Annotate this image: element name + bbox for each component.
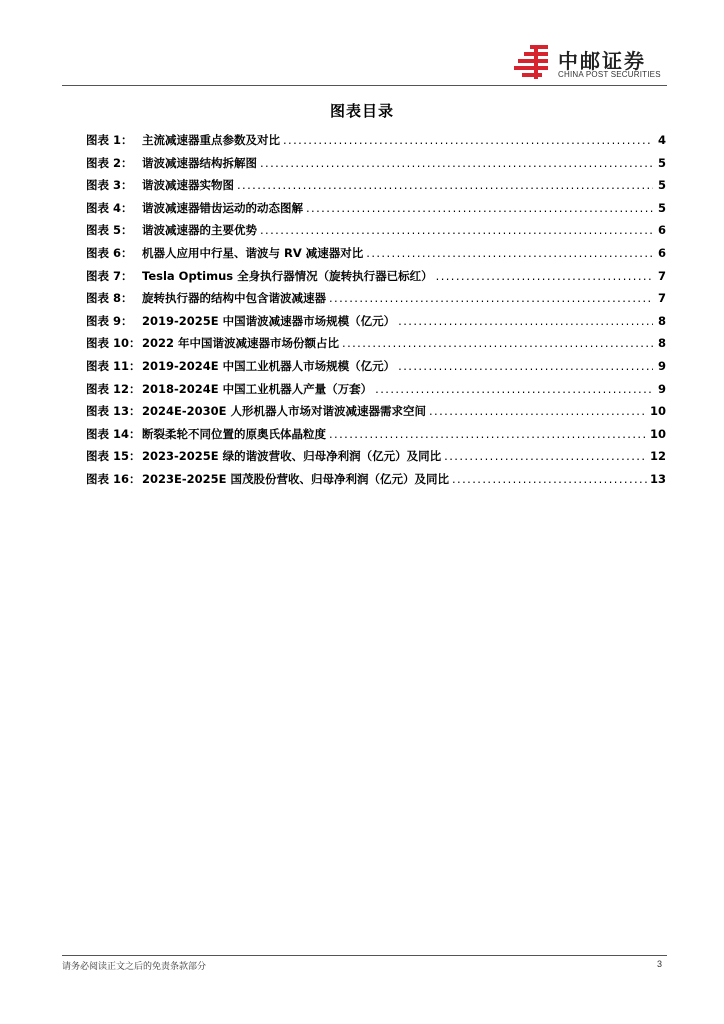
- toc-entry-label: 图表 12：: [86, 381, 141, 396]
- toc-dot-leader: [429, 403, 647, 419]
- toc-entry-page: 9: [657, 381, 666, 396]
- toc-entry[interactable]: [86, 358, 666, 381]
- china-post-logo-icon: [514, 45, 554, 81]
- toc-entry-page: 8: [657, 313, 666, 328]
- brand-name-cn: 中邮证券: [558, 49, 646, 73]
- toc-entry-label: 图表 7：: [86, 268, 133, 283]
- toc-entry[interactable]: [86, 245, 666, 268]
- footer-divider: [62, 955, 667, 956]
- toc-entry-title: 旋转执行器的结构中包含谐波减速器: [142, 291, 326, 306]
- toc-entry[interactable]: [86, 268, 666, 291]
- toc-entry[interactable]: [86, 335, 666, 358]
- toc-dot-leader: [260, 222, 653, 238]
- toc-entry-title: 谐波减速器错齿运动的动态图解: [142, 200, 303, 215]
- toc-entry-page: 10: [649, 426, 666, 441]
- toc-entry-label: 图表 9：: [86, 313, 133, 328]
- toc-dot-leader: [342, 335, 653, 351]
- toc-entry-page: 6: [657, 245, 666, 260]
- toc-dot-leader: [375, 381, 653, 397]
- toc-entry-title: 2019-2024E 中国工业机器人市场规模（亿元）: [142, 358, 396, 373]
- toc-entry-label: 图表 5：: [86, 223, 133, 238]
- toc-entry[interactable]: [86, 426, 666, 449]
- toc-dot-leader: [398, 313, 653, 329]
- toc-entry-page: 6: [657, 223, 666, 238]
- toc-entry-label: 图表 8：: [86, 291, 133, 306]
- toc-entry-label: 图表 14：: [86, 426, 141, 441]
- toc-entry-page: 9: [657, 358, 666, 373]
- toc-title: 图表目录: [329, 102, 394, 120]
- toc-entry-page: 13: [649, 471, 666, 486]
- toc-entry-title: 断裂柔轮不同位置的原奥氏体晶粒度: [142, 426, 326, 441]
- toc-entry[interactable]: [86, 290, 666, 313]
- toc-entry-title: 谐波减速器的主要优势: [142, 223, 257, 238]
- toc-entry-title: 2022 年中国谐波减速器市场份额占比: [142, 336, 340, 351]
- toc-entry-title: Tesla Optimus 全身执行器情况（旋转执行器已标红）: [142, 268, 433, 283]
- toc-entry-page: 12: [649, 449, 666, 464]
- footer-page-number: 3: [656, 959, 662, 969]
- toc-entry[interactable]: [86, 132, 666, 155]
- toc-entry-page: 10: [649, 404, 666, 419]
- toc-dot-leader: [237, 177, 653, 193]
- toc-entry-label: 图表 10：: [86, 336, 141, 351]
- toc-entry-title: 机器人应用中行星、谐波与 RV 减速器对比: [142, 245, 364, 260]
- toc-dot-leader: [452, 471, 647, 487]
- toc-entry-page: 4: [657, 133, 666, 147]
- toc-dot-leader: [329, 426, 647, 442]
- toc-entry-title: 2024E-2030E 人形机器人市场对谐波减速器需求空间: [142, 404, 426, 419]
- toc-entry-label: 图表 2：: [86, 155, 133, 170]
- toc-entry-page: 5: [657, 200, 666, 215]
- toc-entry[interactable]: [86, 403, 666, 426]
- toc-dot-leader: [444, 448, 647, 464]
- header-divider: [62, 85, 667, 86]
- toc-entry[interactable]: [86, 155, 666, 178]
- toc-dot-leader: [306, 200, 653, 216]
- toc-dot-leader: [366, 245, 653, 261]
- brand-logo: [514, 45, 674, 85]
- toc-entry-title: 2018-2024E 中国工业机器人产量（万套）: [142, 381, 373, 396]
- brand-name-en: CHINA POST SECURITIES: [558, 70, 661, 79]
- toc-entry[interactable]: [86, 222, 666, 245]
- toc-entry-label: 图表 3：: [86, 178, 133, 193]
- toc-list: [86, 132, 666, 494]
- toc-entry-page: 7: [657, 268, 666, 283]
- toc-entry-page: 5: [657, 155, 666, 170]
- toc-entry-page: 7: [657, 291, 666, 306]
- toc-entry[interactable]: [86, 313, 666, 336]
- toc-entry-label: 图表 6：: [86, 245, 133, 260]
- footer-disclaimer: 请务必阅读正文之后的免责条款部分: [62, 962, 207, 972]
- toc-entry-label: 图表 4：: [86, 200, 133, 215]
- toc-entry-page: 5: [657, 178, 666, 193]
- toc-entry-title: 2023E-2025E 国茂股份营收、归母净利润（亿元）及同比: [142, 471, 449, 486]
- toc-entry-label: 图表 11：: [86, 358, 141, 373]
- toc-entry-title: 2023-2025E 绿的谐波营收、归母净利润（亿元）及同比: [142, 449, 442, 464]
- toc-dot-leader: [436, 268, 653, 284]
- toc-entry[interactable]: [86, 177, 666, 200]
- toc-entry[interactable]: [86, 471, 666, 494]
- toc-entry-title: 主流减速器重点参数及对比: [142, 133, 280, 147]
- toc-entry-label: 图表 15：: [86, 449, 141, 464]
- toc-entry-label: 图表 13：: [86, 404, 141, 419]
- toc-entry[interactable]: [86, 200, 666, 223]
- toc-entry[interactable]: [86, 448, 666, 471]
- toc-dot-leader: [260, 155, 653, 171]
- toc-entry-label: 图表 16：: [86, 471, 141, 486]
- toc-entry-page: 8: [657, 336, 666, 351]
- toc-entry-label: 图表 1：: [86, 133, 133, 147]
- toc-dot-leader: [329, 290, 653, 306]
- toc-entry-title: 谐波减速器实物图: [142, 178, 234, 193]
- toc-entry-title: 谐波减速器结构拆解图: [142, 155, 257, 170]
- toc-entry[interactable]: [86, 381, 666, 404]
- toc-dot-leader: [398, 358, 653, 374]
- toc-dot-leader: [283, 132, 653, 148]
- toc-entry-title: 2019-2025E 中国谐波减速器市场规模（亿元）: [142, 313, 396, 328]
